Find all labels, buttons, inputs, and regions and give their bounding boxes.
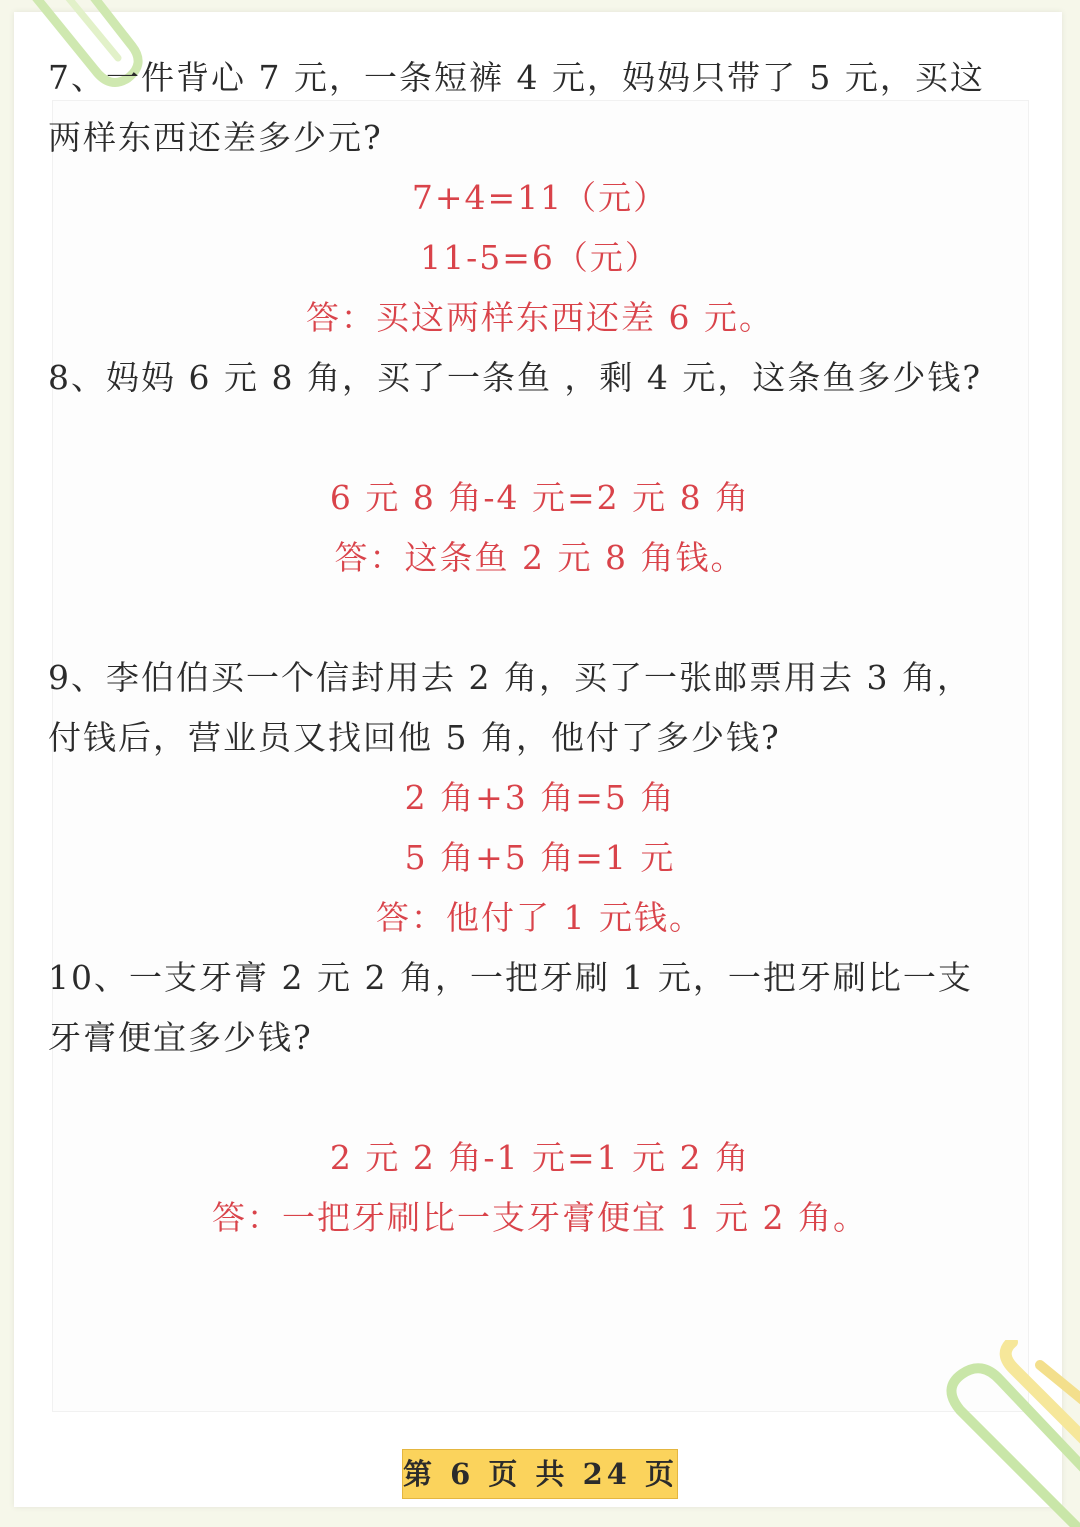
- answer-8-conclusion: 答：这条鱼 2 元 8 角钱。: [334, 538, 746, 577]
- question-10-line-1: 10、一支牙膏 2 元 2 角，一把牙刷 1 元，一把牙刷比一支: [48, 958, 973, 997]
- answer-9-step-1: 2 角+3 角=5 角: [404, 778, 676, 817]
- question-7-line-2: 两样东西还差多少元?: [48, 118, 383, 157]
- answer-9-conclusion: 答：他付了 1 元钱。: [376, 898, 704, 937]
- question-8-line-1: 8、妈妈 6 元 8 角，买了一条鱼 ，剩 4 元，这条鱼多少钱?: [48, 358, 983, 397]
- question-7-line-1: 7、一件背心 7 元，一条短裤 4 元，妈妈只带了 5 元，买这: [48, 58, 985, 97]
- answer-9-step-2: 5 角+5 角=1 元: [404, 838, 676, 877]
- question-9-line-2: 付钱后，营业员又找回他 5 角，他付了多少钱?: [48, 718, 781, 757]
- answer-10-conclusion: 答：一把牙刷比一支牙膏便宜 1 元 2 角。: [212, 1198, 868, 1237]
- page-number-badge: 第 6 页 共 24 页: [402, 1449, 678, 1499]
- answer-7-step-1: 7+4=11（元）: [411, 178, 669, 217]
- question-10-line-2: 牙膏便宜多少钱?: [48, 1018, 313, 1057]
- answer-10-step-1: 2 元 2 角-1 元=1 元 2 角: [329, 1138, 751, 1177]
- answer-8-step-1: 6 元 8 角-4 元=2 元 8 角: [329, 478, 751, 517]
- question-9-line-1: 9、李伯伯买一个信封用去 2 角，买了一张邮票用去 3 角，: [48, 658, 972, 697]
- answer-7-conclusion: 答：买这两样东西还差 6 元。: [306, 298, 774, 337]
- answer-7-step-2: 11-5=6（元）: [420, 238, 660, 277]
